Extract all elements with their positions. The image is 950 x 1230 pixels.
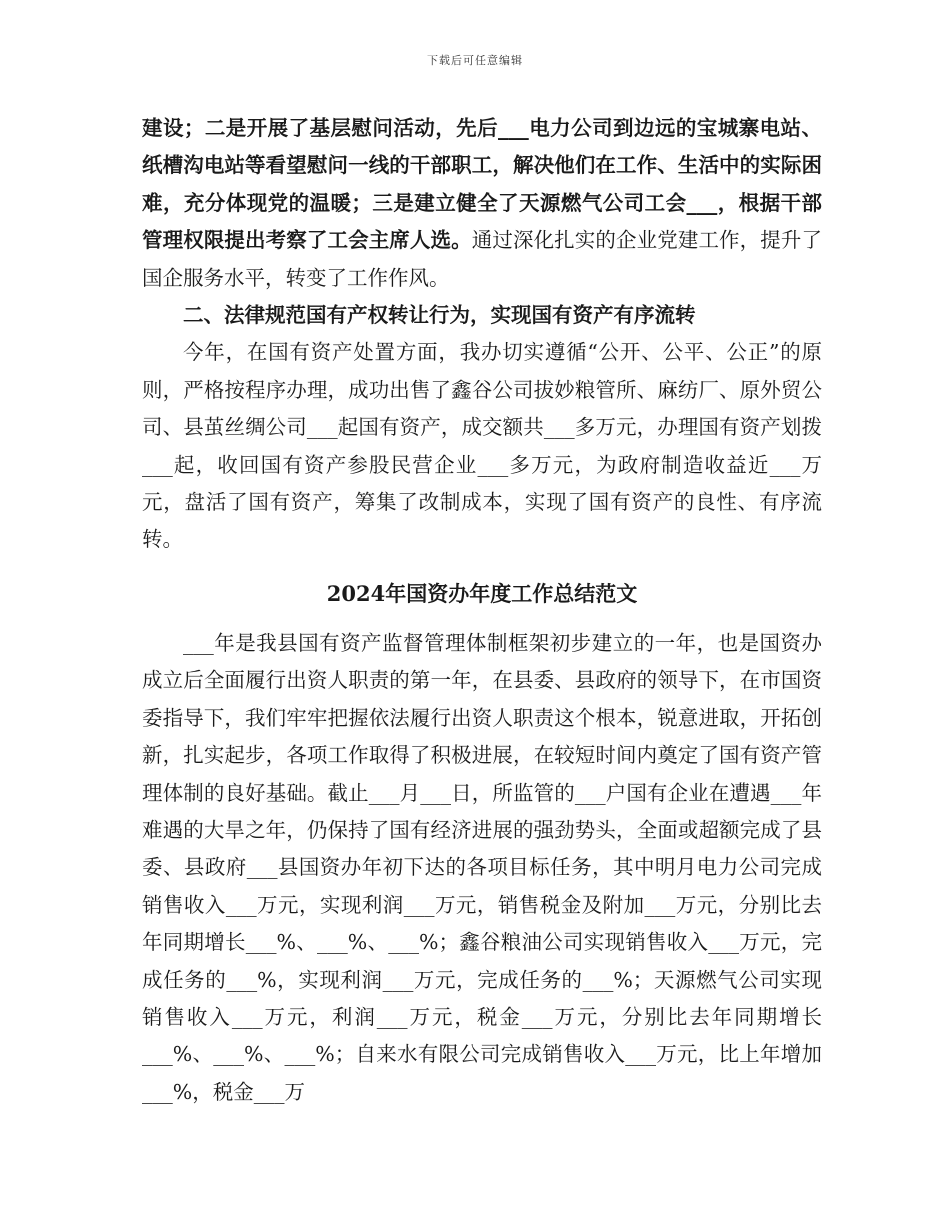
document-title: 2024年国资办年度工作总结范文	[326, 580, 638, 606]
section1-normal-text: 通过深化扎实的企业党建工作，提升了国企服务水平，转变了工作作风。	[142, 228, 822, 290]
section1-bold-text: 建设；二是开展了基层慰问活动，先后___电力公司到边远的宝城寨电站、纸槽沟电站等看望慰问一线的干部职工，解决他们在工作、生活中的实际困难，充分体现党的温暖；三是建立健全了天源燃气公司工会___，根据干部管理权限提出考察了工会主席人选。	[142, 116, 822, 253]
section2-heading: 二、法律规范国有产权转让行为，实现国有资产有序流转	[183, 303, 696, 328]
document-paragraph: ___年是我县国有资产监督管理体制框架初步建立的一年，也是国资办成立后全面履行出资人职责的第一年，在县委、县政府的领导下，在市国资委指导下，我们牢牢把握依法履行出资人职责这个根本，锐意进取，开拓创新，扎实起步，各项工作取得了积极进展，在较短时间内奠定了国有资产管理体制的良好基础。截止___月___日，所监管的___户国有企业在遭遇___年难遇的大旱之年，仍保持了国有经济进展的强劲势头，全面或超额完成了县委、县政府___县国资办年初下达的各项目标任务，其中明月电力公司完成销售收入___万元，实现利润___万元，销售税金及附加___万元，分别比去年同期增长___%、___%、___%；鑫谷粮油公司实现销售收入___万元，完成任务的___%，实现利润___万元，完成任务的___%；天源燃气公司实现销售收入___万元，利润___万元，税金___万元，分别比去年同期增长___%、___%、___%；自来水有限公司完成销售收入___万元，比上年增加___%，税金___万	[142, 630, 822, 1104]
page-header: 下载后可任意编辑	[427, 54, 523, 67]
section1-paragraph	[142, 110, 822, 297]
section2-paragraph: 今年，在国有资产处置方面，我办切实遵循“公开、公平、公正”的原则，严格按程序办理，成功出售了鑫谷公司拔妙粮管所、麻纺厂、原外贸公司、县茧丝绸公司___起国有资产，成交额共___多万元，办理国有资产划拨___起，收回国有资产参股民营企业___多万元，为政府制造收益近___万元，盘活了国有资产，筹集了改制成本，实现了国有资产的良性、有序流转。	[142, 340, 822, 552]
document-body	[142, 110, 822, 1111]
